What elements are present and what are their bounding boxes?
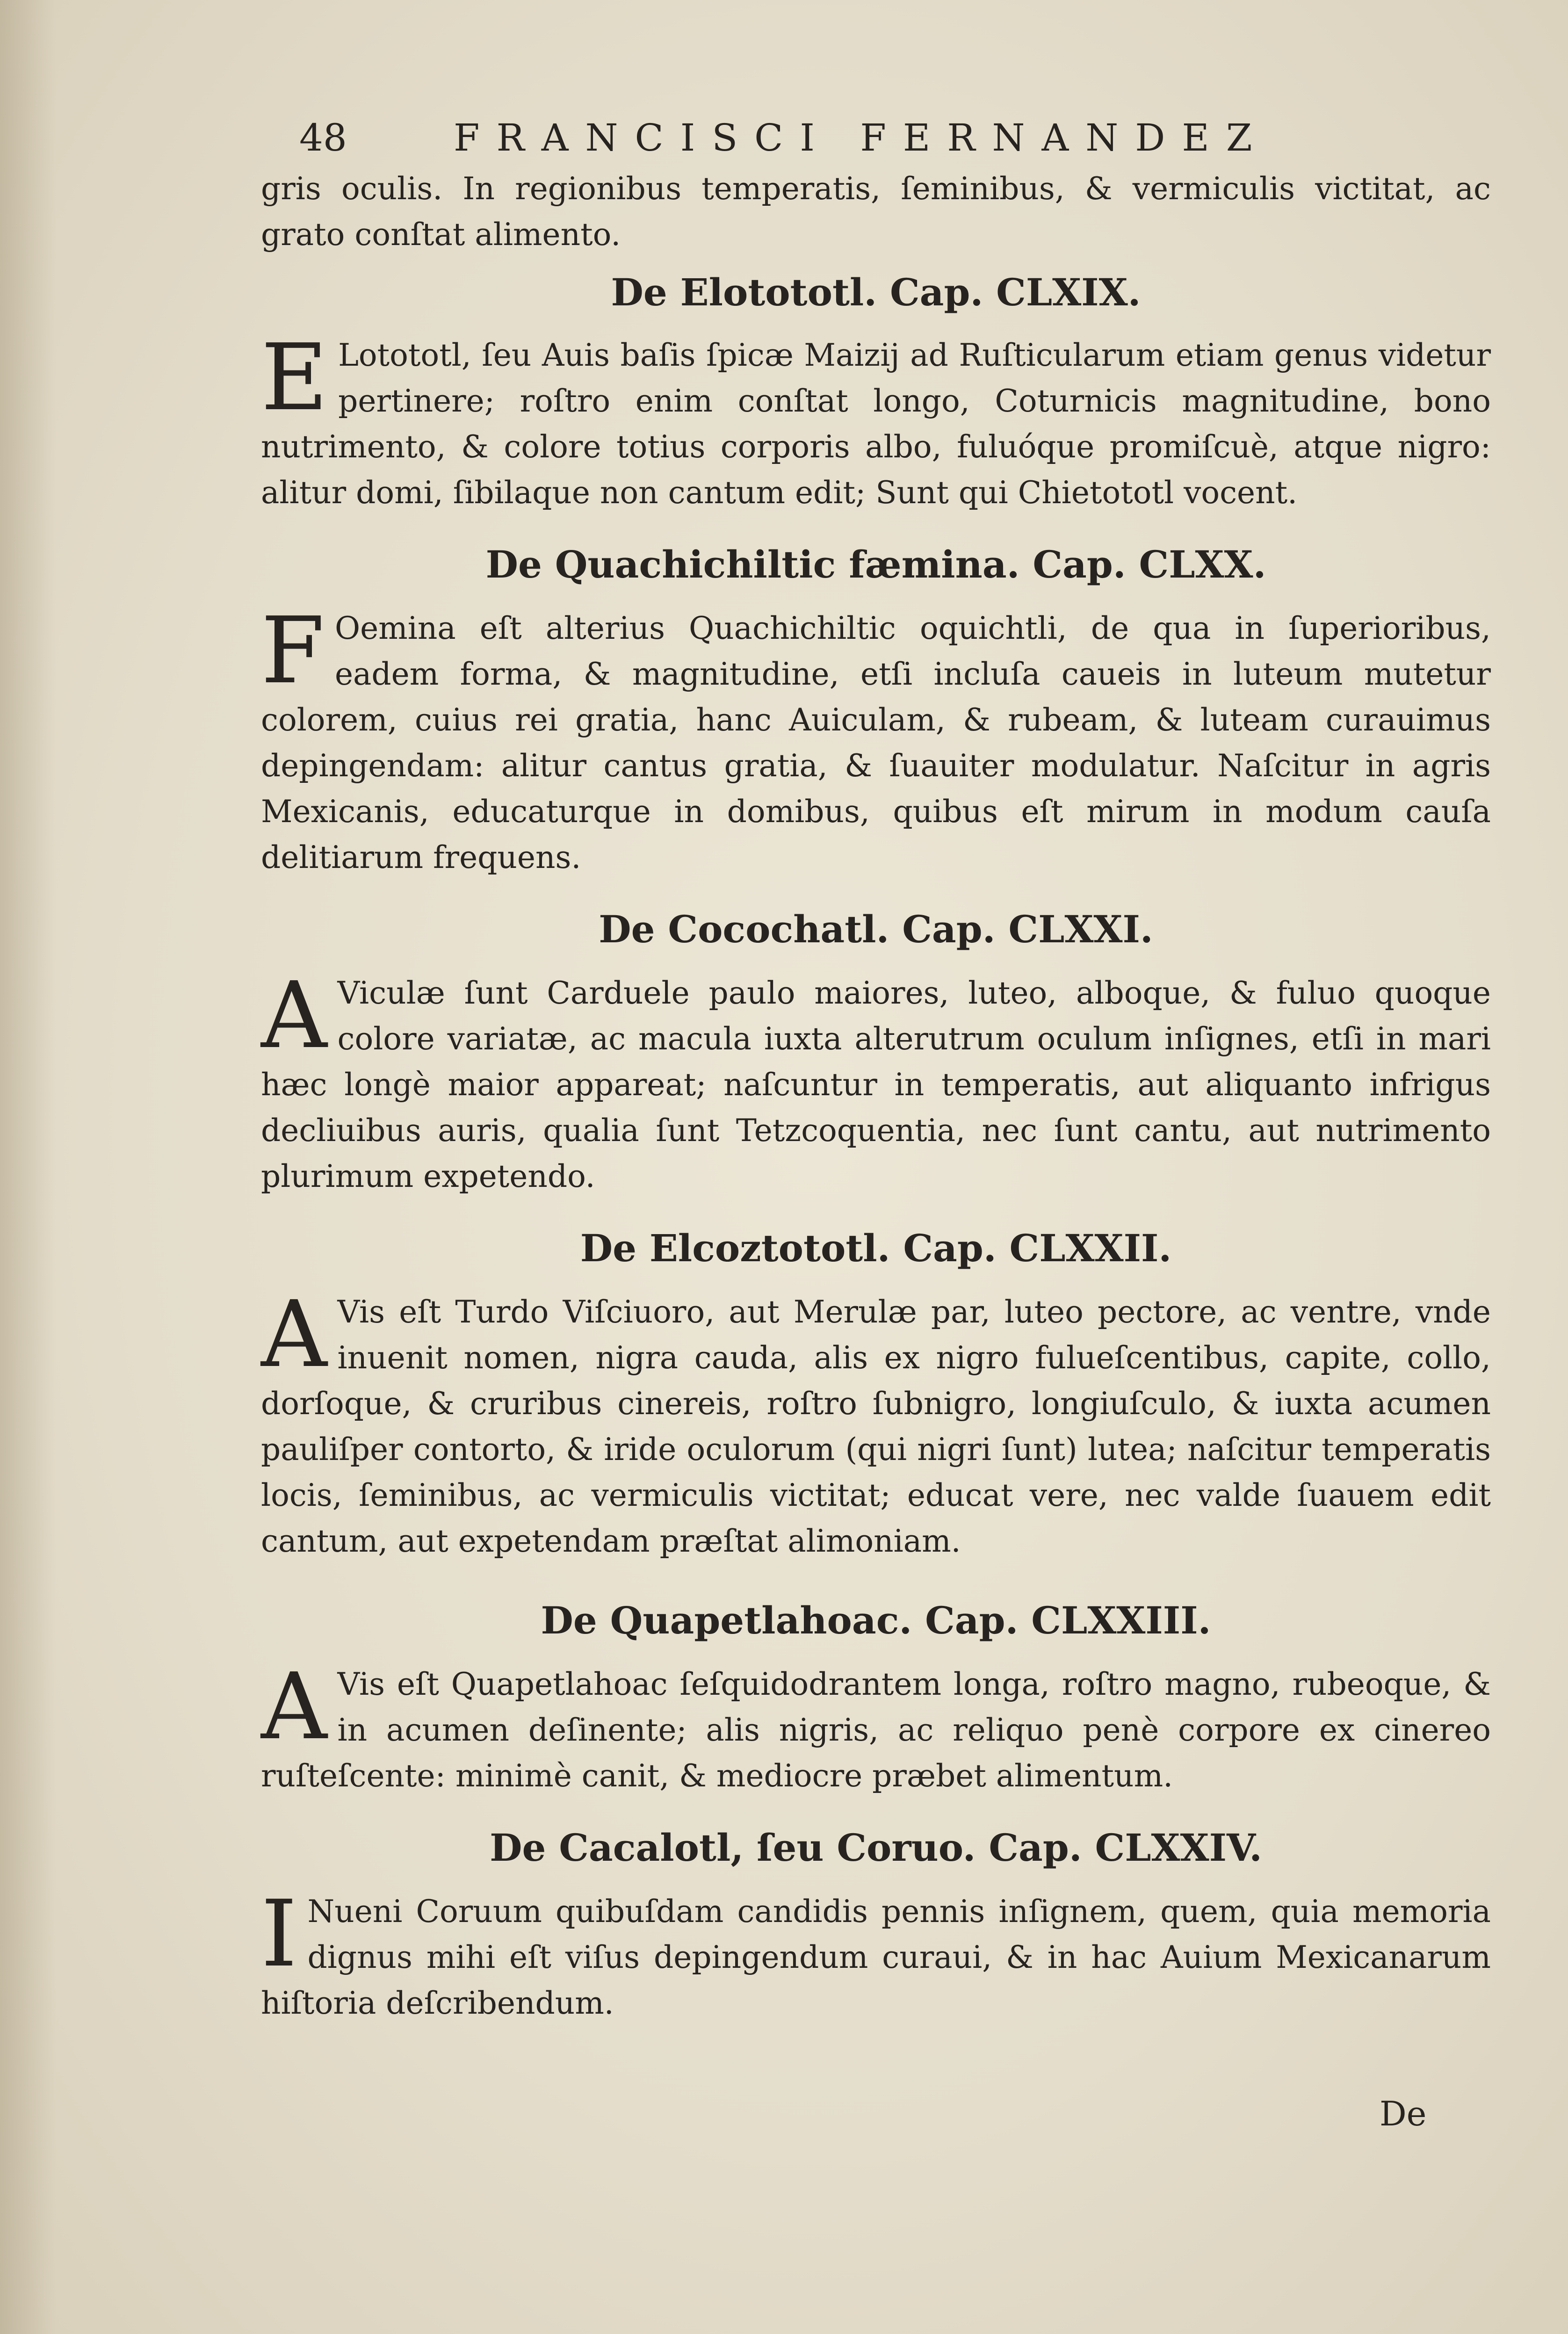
drop-initial: A xyxy=(261,1654,327,1760)
chapter-text: Nueni Coruum quibuſdam candidis pennis inſignem, quem, quia memoria dignus mihi eſt viſus depingendum curaui, & in hac Auium Mexicanarum hiſtoria deſcribendum. xyxy=(261,1893,1491,2021)
chapter-paragraph xyxy=(261,1881,1491,2026)
chapter-heading: De Quapetlahoac. Cap. CLXXIII. xyxy=(541,1598,1211,1642)
running-title: FRANCISCI FERNANDEZ xyxy=(454,116,1269,159)
page-number: 48 xyxy=(299,116,347,159)
drop-initial: A xyxy=(261,1281,327,1388)
chapter-heading: De Elcoztototl. Cap. CLXXII. xyxy=(580,1226,1172,1270)
running-head xyxy=(299,112,1300,164)
chapter-text: Viculæ ſunt Carduele paulo maiores, luteo, alboque, & fuluo quoque colore variatæ, ac macula iuxta alterutrum oculum inſignes, etſi in mari hæc longè maior appareat; naſcuntur in temperatis, aut aliquanto infrigus decliuibus auris, qualia ſunt Tetzcoquentia, nec ſunt cantu, aut nutrimento plurimum expetendo. xyxy=(261,975,1491,1194)
chapter-heading: De Cocochatl. Cap. CLXXI. xyxy=(599,907,1153,951)
gutter-shadow xyxy=(0,0,56,2334)
chapter-paragraph xyxy=(261,325,1491,516)
catchword: De xyxy=(1380,2094,1427,2133)
chapter-text: Lotototl, ſeu Auis baſis ſpicæ Maizij ad Ruſticularum etiam genus videtur pertinere; roſtro enim conſtat longo, Coturnicis magnitudine, bono nutrimento, & colore totius corporis albo, fuluóque promiſcuè, atque nigro: alitur domi, ſibilaque non cantum edit; Sunt qui Chietototl vocent. xyxy=(261,337,1491,511)
intro-paragraph: gris oculis. In regionibus temperatis, ſeminibus, & vermiculis victitat, ac grato conſtat alimento. xyxy=(261,171,1491,253)
drop-initial: A xyxy=(261,962,327,1069)
drop-initial: I xyxy=(261,1881,297,1987)
chapter-text: Vis eſt Quapetlahoac ſeſquidodrantem longa, roſtro magno, rubeoque, & in acumen deſinente; alis nigris, ac reliquo penè corpore ex cinereo ruſteſcente: minimè canit, & mediocre præbet alimentum. xyxy=(261,1666,1491,1794)
chapter-text: Vis eſt Turdo Viſciuoro, aut Merulæ par, luteo pectore, ac ventre, vnde inuenit nomen, nigra cauda, alis ex nigro fulueſcentibus, capite, collo, dorſoque, & cruribus cinereis, roſtro ſubnigro, longiuſculo, & iuxta acumen pauliſper contorto, & iride oculorum (qui nigri ſunt) lutea; naſcitur temperatis locis, ſeminibus, ac vermiculis victitat; educat vere, nec valde ſuauem edit cantum, aut expetendam præſtat alimoniam. xyxy=(261,1294,1491,1559)
chapter-paragraph xyxy=(261,1281,1491,1564)
chapter-heading: De Elotototl. Cap. CLXIX. xyxy=(611,270,1141,314)
chapter-text: Oemina eſt alterius Quachichiltic oquichtli, de qua in ſuperioribus, eadem forma, & magnitudine, etſi incluſa caueis in luteum mutetur colorem, cuius rei gratia, hanc Auiculam, & rubeam, & luteam curauimus depingendam: alitur cantus gratia, & ſuauiter modulatur. Naſcitur in agris Mexicanis, educaturque in domibus, quibus eſt mirum in modum cauſa delitiarum frequens. xyxy=(261,610,1491,875)
drop-initial: F xyxy=(261,598,325,704)
body-text xyxy=(261,166,1491,2026)
drop-initial: E xyxy=(261,325,328,431)
chapter-paragraph xyxy=(261,962,1491,1200)
chapter-heading: De Cacalotl, ſeu Coruo. Cap. CLXXIV. xyxy=(490,1826,1262,1870)
chapter-heading: De Quachichiltic fæmina. Cap. CLXX. xyxy=(485,542,1266,586)
chapter-paragraph xyxy=(261,598,1491,881)
chapter-paragraph xyxy=(261,1654,1491,1799)
